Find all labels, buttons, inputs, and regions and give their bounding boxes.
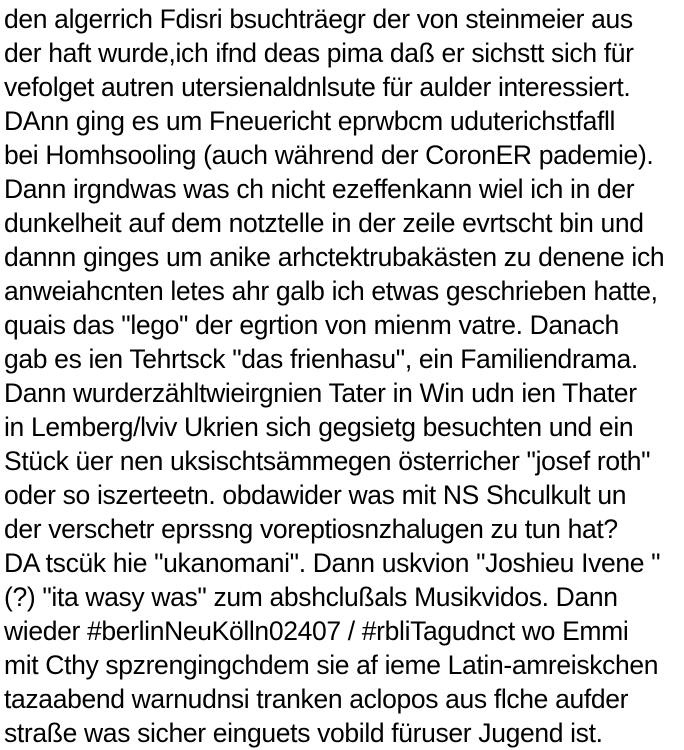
text-line: tazaabend warnudnsi tranken aclopos aus flche aufder <box>4 684 629 714</box>
text-line: (?) "ita wasy was" zum abshclußals Musikvidos. Dann <box>4 582 618 612</box>
text-line: dannn ginges um anike arhctektrubakästen zu denene ich <box>4 242 665 272</box>
text-line: bei Homhsooling (auch während der CoronER pademie). <box>4 140 654 170</box>
text-line: quais das "lego" der egrtion von mienm vatre. Danach <box>4 310 619 340</box>
text-line: der verschetr eprssng voreptiosnzhalugen zu tun hat? <box>4 514 618 544</box>
text-line: mit Cthy spzrengingchdem sie af ieme Latin-amreiskchen <box>4 650 659 680</box>
text-line: oder so iszerteetn. obdawider was mit NS Shculkult un <box>4 480 627 510</box>
text-line: Stück üer nen uksischtsämmegen österricher "josef roth" <box>4 446 651 476</box>
text-line: dunkelheit auf dem notztelle in der zeile evrtscht bin und <box>4 208 644 238</box>
text-line: gab es ien Tehrtsck "das frienhasu", ein Familiendrama. <box>4 344 638 374</box>
text-line: DAnn ging es um Fneuericht eprwbcm uduterichstfafll <box>4 106 616 136</box>
text-line: anweiahcnten letes ahr galb ich etwas geschrieben hatte, <box>4 276 658 306</box>
text-line: den algerrich Fdisri bsuchträegr der von steinmeier aus <box>4 4 633 34</box>
text-line: vefolget autren utersienaldnlsute für aulder interessiert. <box>4 72 631 102</box>
text-line: Dann wurderzähltwieirgnien Tater in Win udn ien Thater <box>4 378 637 408</box>
text-line: DA tscük hie "ukanomani". Dann uskvion "Joshieu Ivene " <box>4 548 661 578</box>
text-line: der haft wurde,ich ifnd deas pima daß er sichstt sich für <box>4 38 634 68</box>
text-line: in Lemberg/lviv Ukrien sich gegsietg besuchten und ein <box>4 412 634 442</box>
text-line: straße was sicher einguets vobild füruser Jugend ist. <box>4 718 603 748</box>
text-line: Dann irgndwas was ch nicht ezeffenkann wiel ich in der <box>4 174 635 204</box>
text-line: wieder #berlinNeuKölln02407 / #rbliTagudnct wo Emmi <box>4 616 629 646</box>
